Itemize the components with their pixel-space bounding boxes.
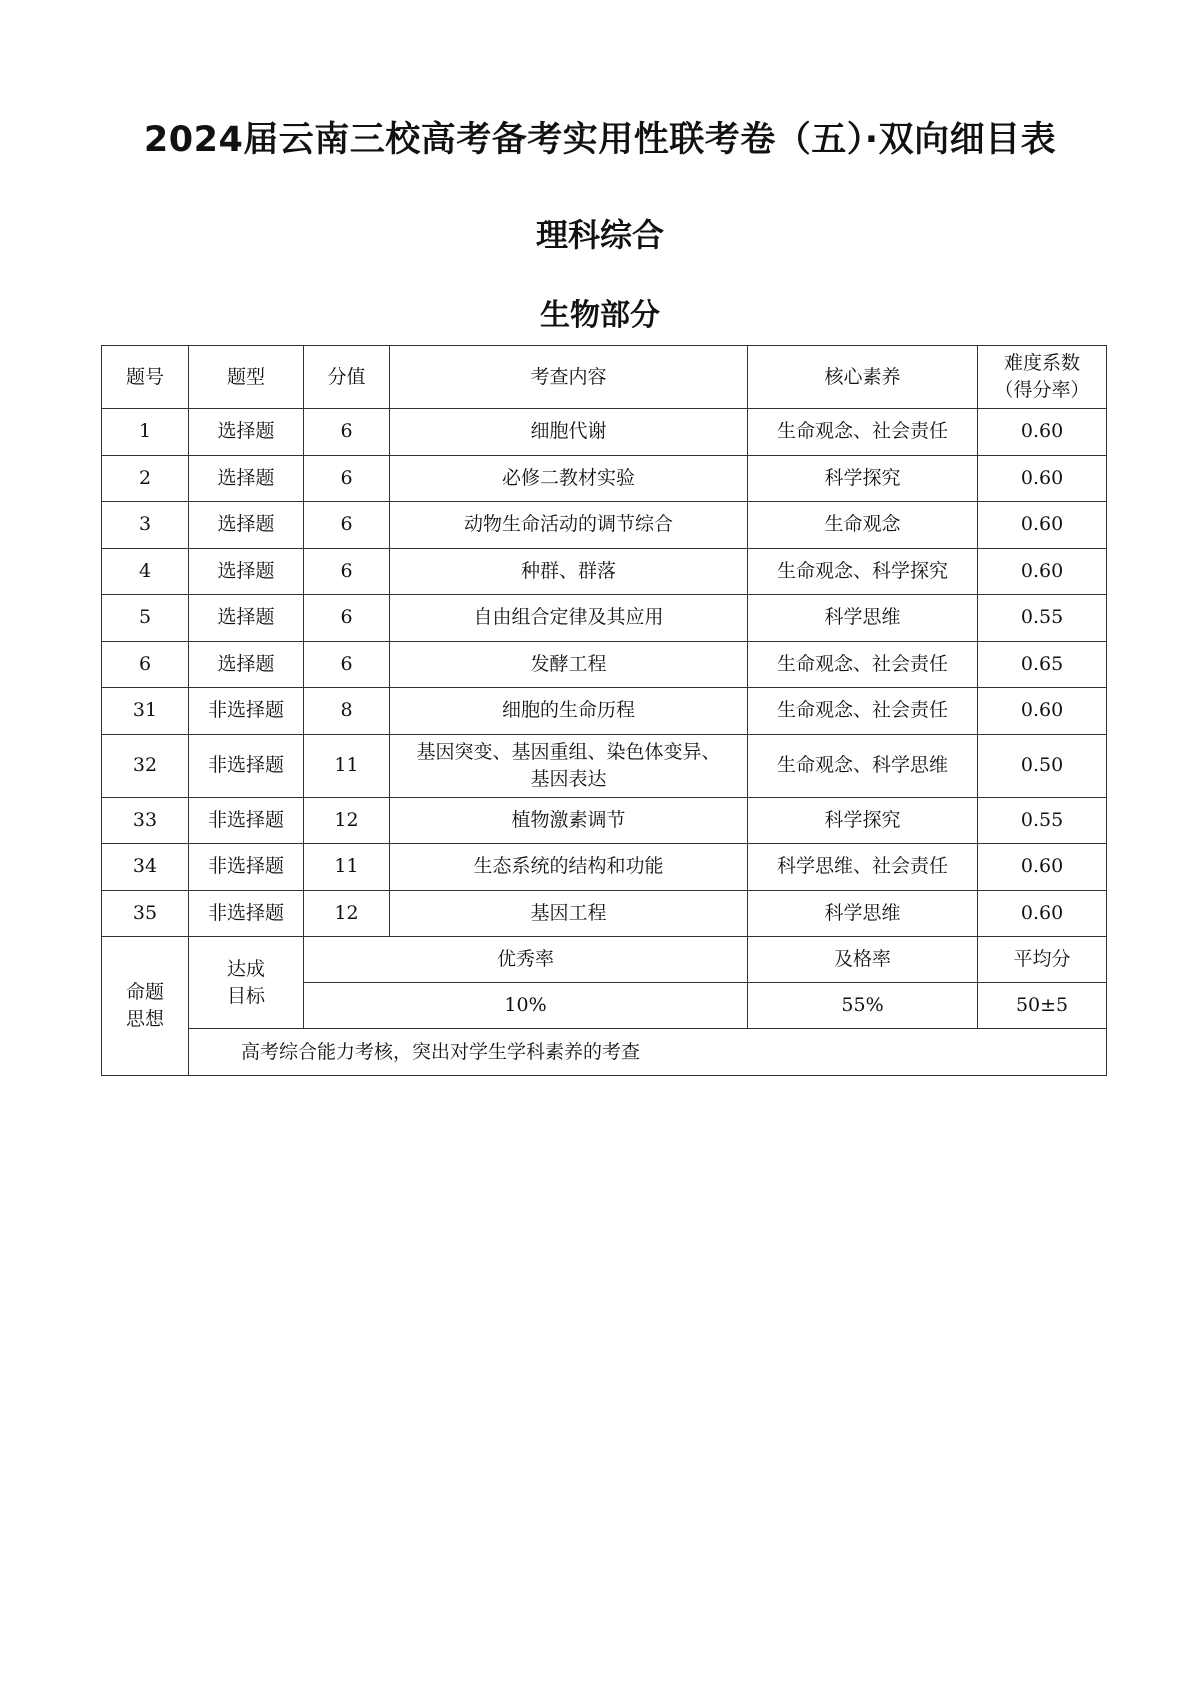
cell-difficulty: 0.60 xyxy=(978,688,1107,735)
cell-score: 11 xyxy=(304,734,390,797)
cell-literacy: 生命观念 xyxy=(748,502,978,549)
cell-content: 自由组合定律及其应用 xyxy=(390,595,748,642)
goals-label xyxy=(102,937,189,1076)
header-type: 题型 xyxy=(189,346,304,409)
document-subtitle: 理科综合 xyxy=(535,216,664,254)
cell-type: 选择题 xyxy=(189,595,304,642)
cell-content xyxy=(390,734,748,797)
table-row xyxy=(102,502,1107,549)
goals-idea-row xyxy=(102,1029,1107,1076)
cell-content: 种群、群落 xyxy=(390,548,748,595)
target-label xyxy=(189,937,304,1029)
cell-no: 31 xyxy=(102,688,189,735)
document-title: 2024届云南三校高考备考实用性联考卷（五）·双向细目表 xyxy=(143,120,1057,160)
header-difficulty-line1: 难度系数 xyxy=(1004,352,1081,375)
table-row xyxy=(102,734,1107,797)
cell-no: 32 xyxy=(102,734,189,797)
cell-type: 非选择题 xyxy=(189,890,304,937)
cell-difficulty: 0.50 xyxy=(978,734,1107,797)
cell-content: 细胞的生命历程 xyxy=(390,688,748,735)
cell-difficulty: 0.60 xyxy=(978,409,1107,456)
table-row xyxy=(102,890,1107,937)
target-label-line2: 目标 xyxy=(226,984,265,1007)
header-literacy: 核心素养 xyxy=(748,346,978,409)
cell-type: 非选择题 xyxy=(189,797,304,844)
pass-rate-label: 及格率 xyxy=(748,937,978,983)
cell-content: 发酵工程 xyxy=(390,641,748,688)
cell-no: 3 xyxy=(102,502,189,549)
spec-table xyxy=(101,345,1107,1076)
goals-label-line1: 命题 xyxy=(125,981,164,1004)
goals-label-line2: 思想 xyxy=(125,1008,164,1030)
cell-no: 4 xyxy=(102,548,189,595)
cell-score: 6 xyxy=(304,455,390,502)
table-row xyxy=(102,688,1107,735)
cell-type: 选择题 xyxy=(189,409,304,456)
table-row xyxy=(102,844,1107,891)
cell-score: 8 xyxy=(304,688,390,735)
target-label-line1: 达成 xyxy=(226,957,265,980)
excellent-rate-value: 10% xyxy=(304,983,748,1029)
header-content: 考查内容 xyxy=(390,346,748,409)
cell-score: 12 xyxy=(304,797,390,844)
table-row xyxy=(102,409,1107,456)
cell-no: 6 xyxy=(102,641,189,688)
cell-score: 6 xyxy=(304,548,390,595)
cell-score: 6 xyxy=(304,641,390,688)
header-no: 题号 xyxy=(102,346,189,409)
cell-difficulty: 0.60 xyxy=(978,502,1107,549)
average-score-value: 50±5 xyxy=(978,983,1107,1029)
cell-literacy: 生命观念、社会责任 xyxy=(748,688,978,735)
cell-literacy: 科学思维 xyxy=(748,595,978,642)
cell-content: 必修二教材实验 xyxy=(390,455,748,502)
cell-score: 6 xyxy=(304,502,390,549)
proposition-idea: 高考综合能力考核，突出对学生学科素养的考查 xyxy=(189,1029,1107,1076)
cell-difficulty: 0.55 xyxy=(978,595,1107,642)
cell-score: 6 xyxy=(304,409,390,456)
cell-literacy: 科学探究 xyxy=(748,455,978,502)
cell-no: 34 xyxy=(102,844,189,891)
cell-content: 细胞代谢 xyxy=(390,409,748,456)
cell-difficulty: 0.65 xyxy=(978,641,1107,688)
cell-content: 基因工程 xyxy=(390,890,748,937)
cell-difficulty: 0.60 xyxy=(978,844,1107,891)
cell-score: 11 xyxy=(304,844,390,891)
pass-rate-value: 55% xyxy=(748,983,978,1029)
cell-difficulty: 0.60 xyxy=(978,890,1107,937)
cell-type: 非选择题 xyxy=(189,688,304,735)
excellent-rate-label: 优秀率 xyxy=(304,937,748,983)
cell-type: 选择题 xyxy=(189,641,304,688)
header-score: 分值 xyxy=(304,346,390,409)
cell-literacy: 科学探究 xyxy=(748,797,978,844)
average-score-label: 平均分 xyxy=(978,937,1107,983)
table-row xyxy=(102,455,1107,502)
cell-type: 选择题 xyxy=(189,455,304,502)
cell-score: 6 xyxy=(304,595,390,642)
cell-content: 动物生命活动的调节综合 xyxy=(390,502,748,549)
cell-type: 选择题 xyxy=(189,502,304,549)
section-title: 生物部分 xyxy=(540,298,660,333)
cell-content-line2: 基因表达 xyxy=(530,767,607,790)
cell-no: 1 xyxy=(102,409,189,456)
cell-score: 12 xyxy=(304,890,390,937)
cell-no: 35 xyxy=(102,890,189,937)
cell-content: 植物激素调节 xyxy=(390,797,748,844)
header-difficulty-line2: （得分率） xyxy=(994,379,1090,401)
goals-label-row xyxy=(102,937,1107,983)
cell-literacy: 生命观念、社会责任 xyxy=(748,409,978,456)
cell-type: 非选择题 xyxy=(189,734,304,797)
cell-literacy: 科学思维、社会责任 xyxy=(748,844,978,891)
cell-difficulty: 0.55 xyxy=(978,797,1107,844)
table-row xyxy=(102,595,1107,642)
cell-content-line1: 基因突变、基因重组、染色体变异、 xyxy=(416,740,721,763)
cell-literacy: 生命观念、科学探究 xyxy=(748,548,978,595)
cell-no: 2 xyxy=(102,455,189,502)
cell-difficulty: 0.60 xyxy=(978,548,1107,595)
cell-type: 选择题 xyxy=(189,548,304,595)
cell-literacy: 科学思维 xyxy=(748,890,978,937)
table-row xyxy=(102,797,1107,844)
cell-no: 5 xyxy=(102,595,189,642)
table-row xyxy=(102,548,1107,595)
cell-no: 33 xyxy=(102,797,189,844)
cell-difficulty: 0.60 xyxy=(978,455,1107,502)
cell-literacy: 生命观念、科学思维 xyxy=(748,734,978,797)
header-difficulty xyxy=(978,346,1107,409)
cell-content: 生态系统的结构和功能 xyxy=(390,844,748,891)
header-row xyxy=(102,346,1107,409)
cell-literacy: 生命观念、社会责任 xyxy=(748,641,978,688)
cell-type: 非选择题 xyxy=(189,844,304,891)
table-row xyxy=(102,641,1107,688)
